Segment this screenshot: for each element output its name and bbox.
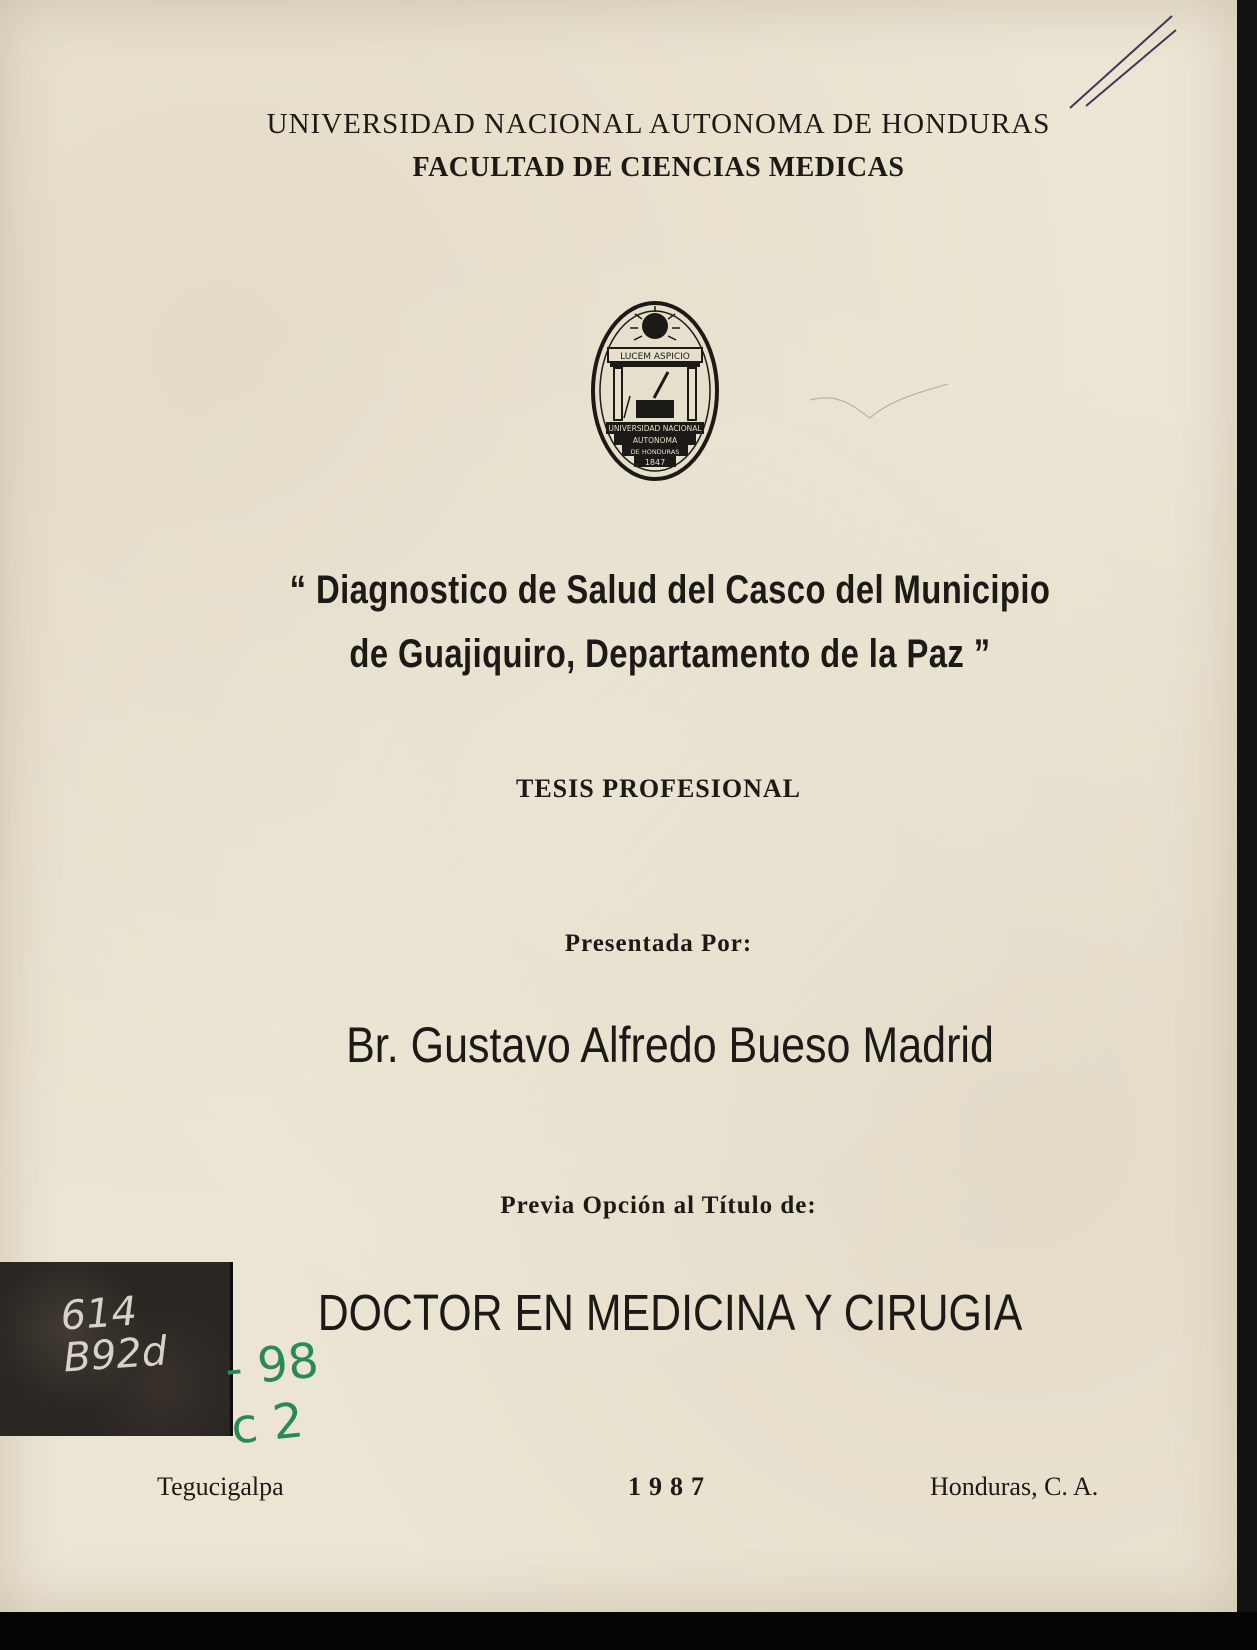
faculty-name: FACULTAD DE CIENCIAS MEDICAS [412, 152, 905, 183]
pencil-check-mark [1068, 12, 1178, 112]
library-call-number-label [0, 1262, 233, 1436]
thesis-title-line1: “ Diagnostico de Salud del Casco del Municipio [289, 568, 1051, 612]
call-number-line2: B92d [61, 1328, 169, 1382]
scan-border-bottom [0, 1612, 1257, 1650]
thesis-title-line2: de Guajiquiro, Departamento de la Paz ” [349, 632, 991, 676]
footer-year: 1987 [628, 1472, 712, 1501]
green-note-line2: c 2 [228, 1392, 307, 1456]
presented-by-label: Presentada Por: [564, 930, 753, 957]
green-handwritten-note [222, 1331, 327, 1456]
scan-border-right [1237, 0, 1257, 1650]
faint-pencil-scribble [810, 370, 950, 450]
university-seal-emblem [590, 300, 720, 482]
thesis-type: TESIS PROFESIONAL [515, 774, 802, 803]
seal-year: 1847 [644, 458, 666, 467]
footer-country: Honduras, C. A. [930, 1472, 1099, 1501]
green-note-line1: - 98 [222, 1332, 322, 1398]
author-name: Br. Gustavo Alfredo Bueso Madrid [346, 1017, 994, 1073]
library-call-number [59, 1288, 169, 1382]
seal-motto-text: LUCEM ASPICIO [620, 352, 690, 362]
footer-city: Tegucigalpa [157, 1472, 284, 1501]
seal-name-line2: AUTONOMA [632, 436, 678, 445]
university-name: UNIVERSIDAD NACIONAL AUTONOMA DE HONDURAS [266, 108, 1051, 140]
degree-label: Previa Opción al Título de: [500, 1192, 817, 1219]
call-number-line1: 614 [59, 1288, 139, 1340]
degree-title: DOCTOR EN MEDICINA Y CIRUGIA [317, 1284, 1023, 1341]
seal-name-line3: DE HONDURAS [630, 448, 680, 456]
seal-name-line1: UNIVERSIDAD NACIONAL [608, 424, 702, 433]
